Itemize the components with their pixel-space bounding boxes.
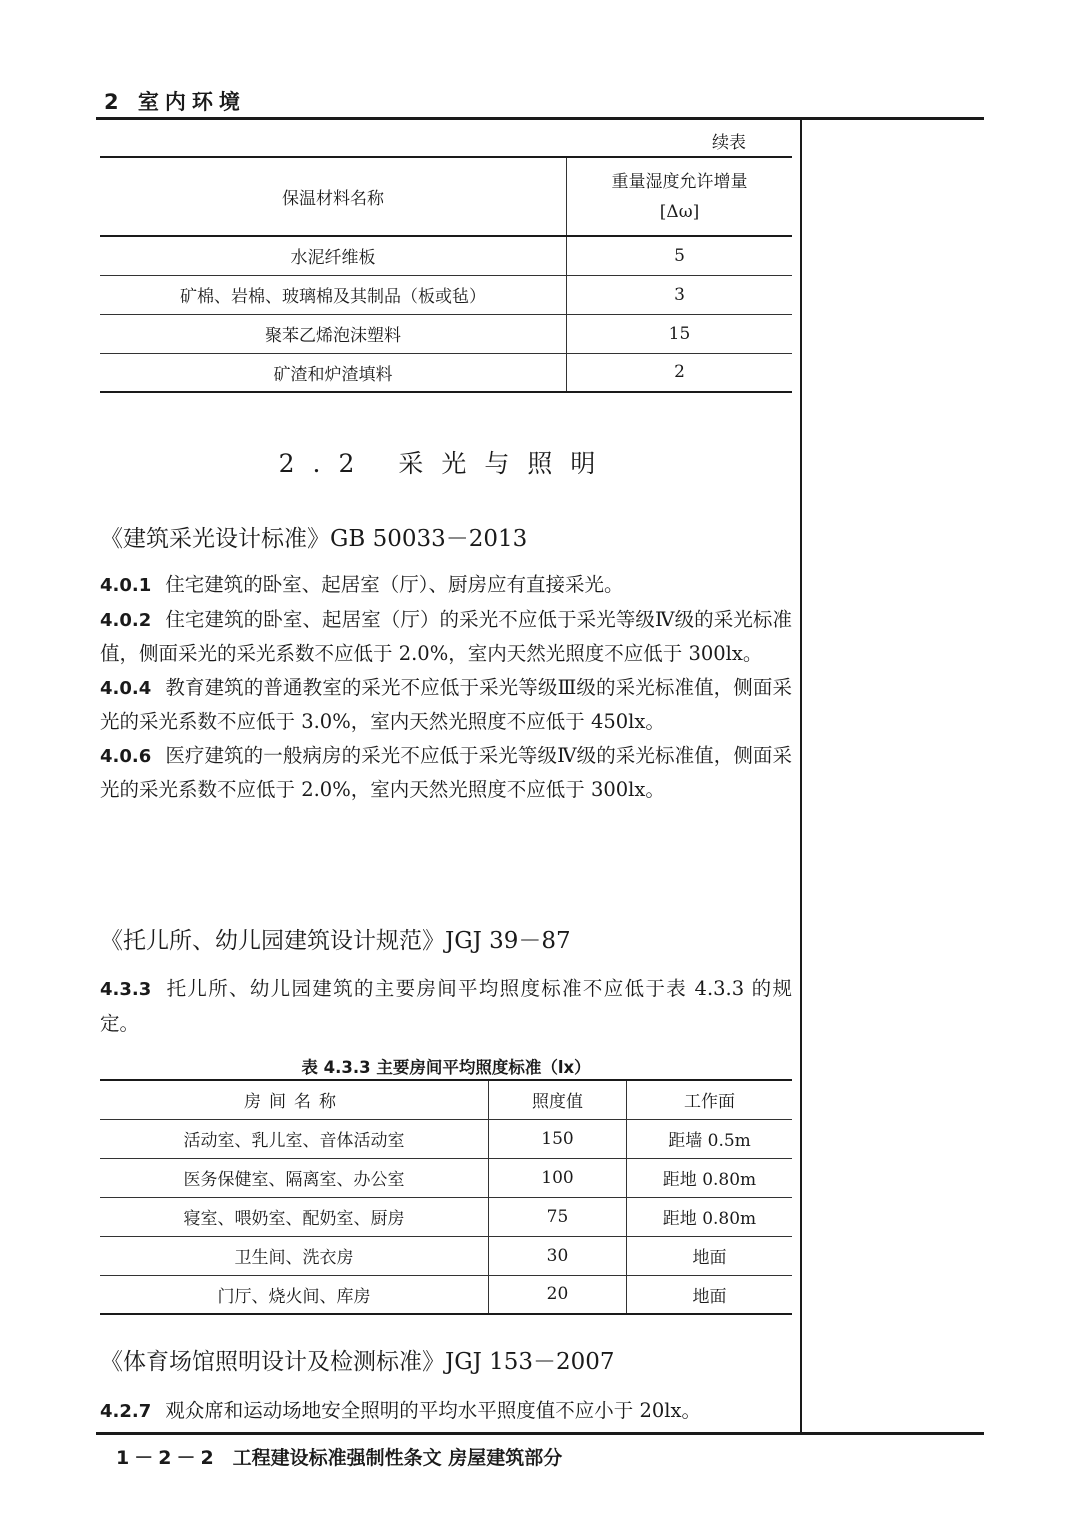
table-row: [100, 1275, 792, 1314]
table-header-row: [100, 1081, 792, 1119]
page-footer: [116, 1443, 562, 1470]
header-moisture-line2: [Δω]: [659, 201, 700, 222]
clause-paragraph: [100, 603, 792, 671]
clause-paragraph: [100, 1394, 792, 1429]
table-row: [100, 314, 792, 353]
clause-text: 住宅建筑的卧室、起居室（厅）的采光不应低于采光等级Ⅳ级的采光标准值，侧面采光的采光系数不应低于 2.0%，室内天然光照度不应低于 300lx。: [100, 607, 792, 665]
illuminance-cell: 150: [489, 1119, 627, 1158]
work-plane-cell: 距墙 0.5m: [627, 1119, 793, 1158]
insulation-moisture-table: [100, 158, 792, 393]
clause-number: 4.3.3: [100, 979, 152, 1000]
clause-paragraph: [100, 739, 792, 807]
room-name-cell: 活动室、乳儿室、音体活动室: [100, 1119, 489, 1158]
work-plane-cell: 地面: [627, 1236, 793, 1275]
chapter-header: 2 室内环境: [104, 90, 246, 114]
illuminance-cell: 30: [489, 1236, 627, 1275]
standard-title: 《体育场馆照明设计及检测标准》JGJ 153－2007: [100, 1349, 615, 1375]
standard-title: 《建筑采光设计标准》GB 50033－2013: [100, 526, 528, 552]
illuminance-cell: 20: [489, 1275, 627, 1314]
table-row: [100, 1197, 792, 1236]
standard-title: 《托儿所、幼儿园建筑设计规范》JGJ 39－87: [100, 928, 571, 954]
header-work-plane: 工作面: [627, 1081, 793, 1119]
continued-label: 续表: [712, 133, 746, 153]
illuminance-cell: 75: [489, 1197, 627, 1236]
illuminance-table: [100, 1081, 792, 1315]
header-rule: [96, 117, 984, 120]
table-row: [100, 275, 792, 314]
clause-text: 住宅建筑的卧室、起居室（厅）、厨房应有直接采光。: [165, 573, 624, 596]
work-plane-cell: 距地 0.80m: [627, 1197, 793, 1236]
clause-paragraph: [100, 671, 792, 739]
moisture-value-cell: 15: [567, 314, 793, 353]
clause-text: 托儿所、幼儿园建筑的主要房间平均照度标准不应低于表 4.3.3 的规定。: [100, 977, 792, 1035]
room-name-cell: 医务保健室、隔离室、办公室: [100, 1158, 489, 1197]
header-moisture-increment: [567, 158, 793, 236]
material-name-cell: 矿棉、岩棉、玻璃棉及其制品（板或毡）: [100, 275, 567, 314]
table-caption: 表 4.3.3 主要房间平均照度标准（lx）: [301, 1058, 591, 1077]
table-header-row: [100, 158, 792, 236]
room-name-cell: 门厅、烧火间、库房: [100, 1275, 489, 1314]
margin-rule: [800, 118, 802, 1434]
table-row: [100, 353, 792, 392]
moisture-value-cell: 5: [567, 236, 793, 275]
table-row: [100, 1119, 792, 1158]
clause-text: 教育建筑的普通教室的采光不应低于采光等级Ⅲ级的采光标准值，侧面采光的采光系数不应低于 3.0%，室内天然光照度不应低于 450lx。: [100, 675, 792, 733]
header-illuminance: 照度值: [489, 1081, 627, 1119]
footer-rule: [96, 1432, 984, 1435]
clause-paragraphs: [100, 972, 792, 1040]
illuminance-cell: 100: [489, 1158, 627, 1197]
clause-number: 4.0.1: [100, 575, 152, 596]
clause-number: 4.0.2: [100, 609, 152, 631]
room-name-cell: 寝室、喂奶室、配奶室、厨房: [100, 1197, 489, 1236]
room-name-cell: 卫生间、洗衣房: [100, 1236, 489, 1275]
header-material-name: 保温材料名称: [100, 158, 567, 236]
clause-text: 医疗建筑的一般病房的采光不应低于采光等级Ⅳ级的采光标准值，侧面采光的采光系数不应低于 2.0%，室内天然光照度不应低于 300lx。: [100, 743, 792, 801]
page-code: 1－2－2: [116, 1447, 219, 1469]
material-name-cell: 矿渣和炉渣填料: [100, 353, 567, 392]
work-plane-cell: 地面: [627, 1275, 793, 1314]
clause-number: 4.2.7: [100, 1401, 152, 1422]
material-name-cell: 聚苯乙烯泡沫塑料: [100, 314, 567, 353]
clause-paragraphs: [100, 1394, 792, 1429]
clause-paragraph: [100, 972, 792, 1040]
material-name-cell: 水泥纤维板: [100, 236, 567, 275]
work-plane-cell: 距地 0.80m: [627, 1158, 793, 1197]
book-title: 工程建设标准强制性条文 房屋建筑部分: [232, 1447, 563, 1469]
clause-paragraphs: [100, 568, 792, 807]
table-row: [100, 1236, 792, 1275]
moisture-value-cell: 3: [567, 275, 793, 314]
table-row: [100, 1158, 792, 1197]
clause-paragraph: [100, 568, 792, 603]
clause-number: 4.0.4: [100, 677, 152, 699]
table-row: [100, 236, 792, 275]
clause-text: 观众席和运动场地安全照明的平均水平照度值不应小于 20lx。: [165, 1399, 701, 1422]
header-room-name: 房间名称: [100, 1081, 489, 1119]
clause-number: 4.0.6: [100, 745, 152, 767]
header-moisture-line1: 重量湿度允许增量: [611, 171, 748, 192]
section-title: 2.2 采光与照明: [278, 449, 614, 478]
moisture-value-cell: 2: [567, 353, 793, 392]
